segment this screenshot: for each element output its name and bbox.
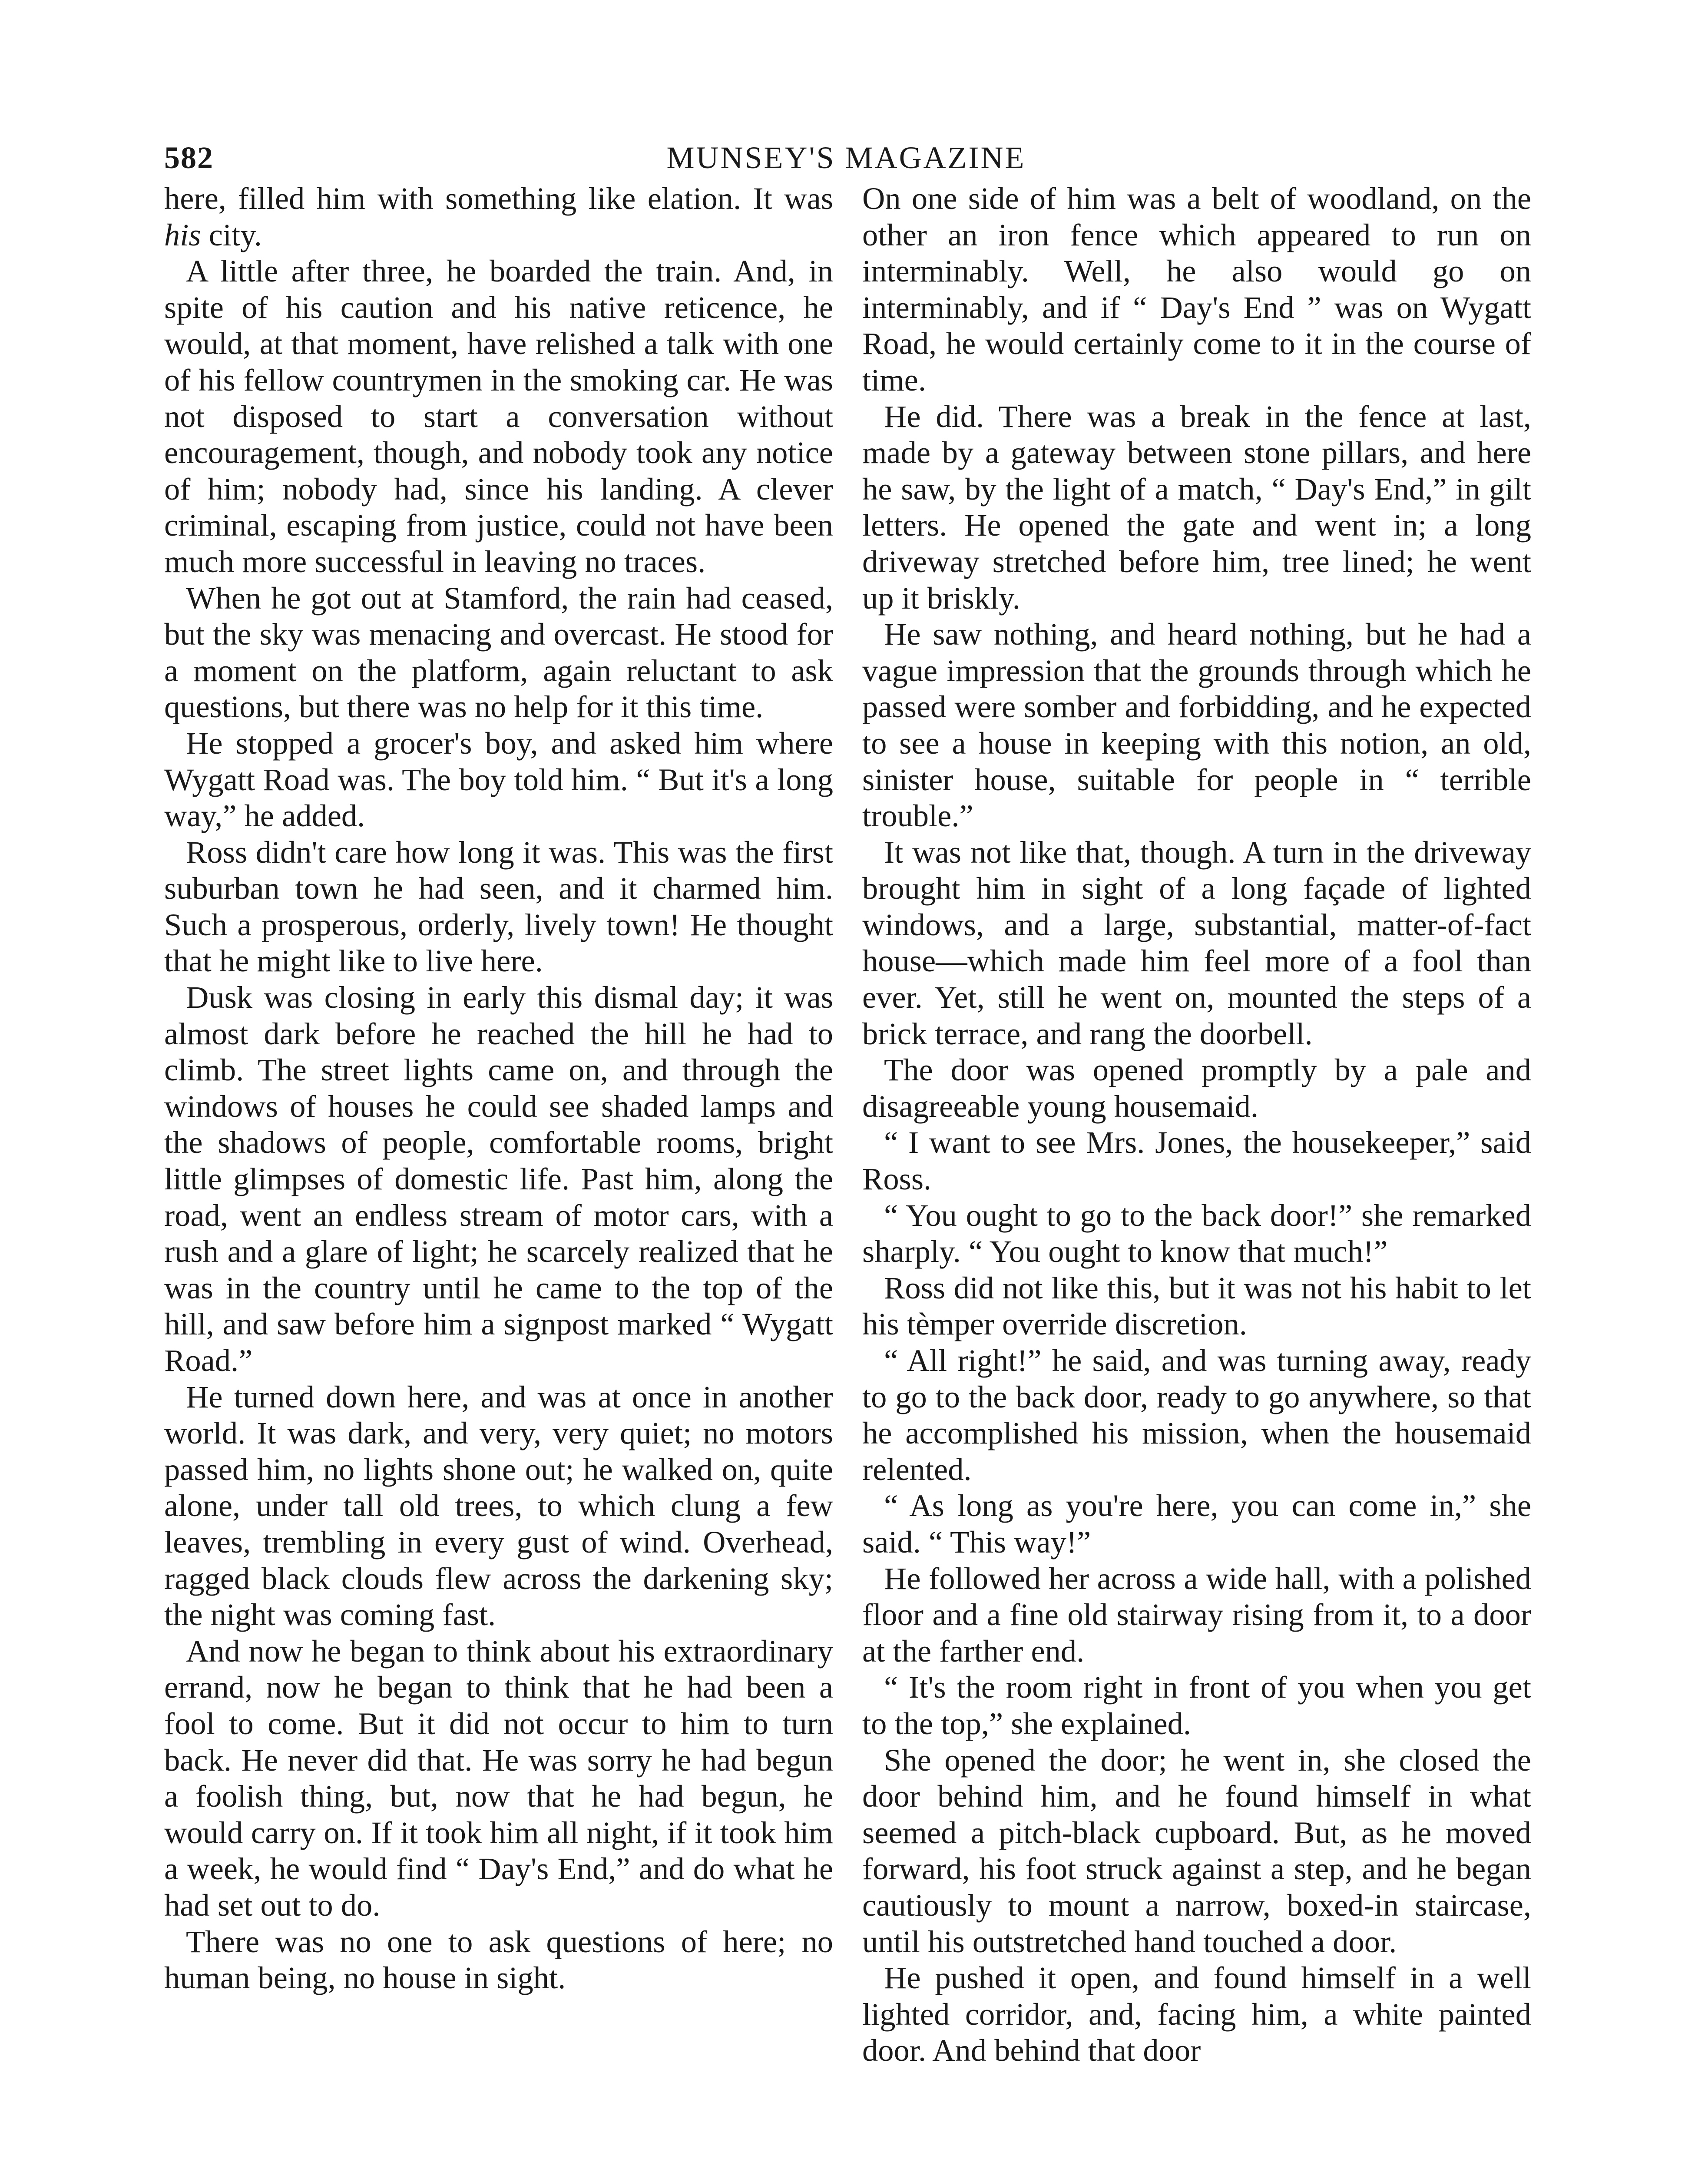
paragraph: He saw nothing, and heard nothing, but he had a vague impression that the grounds through which he passed were somber and forbidding, and he expected to see a house in keeping with this notion, an old, sinister house, suitable for people in “ terrible trouble.” xyxy=(862,616,1531,834)
paragraph: “ It's the room right in front of you when you get to the top,” she explained. xyxy=(862,1669,1531,1741)
paragraph: He stopped a grocer's boy, and asked him where Wygatt Road was. The boy told him. “ But it's a long way,” he added. xyxy=(164,725,833,834)
paragraph: When he got out at Stamford, the rain had ceased, but the sky was menacing and overcast. He stood for a moment on the platform, again reluctant to ask questions, but there was no help for it this time. xyxy=(164,580,833,725)
paragraph: The door was opened promptly by a pale and disagreeable young housemaid. xyxy=(862,1052,1531,1124)
paragraph: Dusk was closing in early this dismal day; it was almost dark before he reached the hill he had to climb. The street lights came on, and through the windows of houses he could see shaded lamps and the shadows of people, comfortable rooms, bright little glimpses of domestic life. Past him, along the road, went an endless stream of motor cars, with a rush and a glare of light; he scarcely realized that he was in the country until he came to the top of the hill, and saw before him a signpost marked “ Wygatt Road.” xyxy=(164,980,833,1378)
paragraph: He pushed it open, and found himself in a well lighted corridor, and, facing him, a white painted door. And behind that door xyxy=(862,1960,1531,2068)
paragraph: “ As long as you're here, you can come in,” she said. “ This way!” xyxy=(862,1488,1531,1559)
paragraph: “ I want to see Mrs. Jones, the housekeeper,” said Ross. xyxy=(862,1125,1531,1197)
paragraph: He followed her across a wide hall, with a polished floor and a fine old stairway rising from it, to a door at the farther end. xyxy=(862,1560,1531,1669)
paragraph: There was no one to ask questions of here; no human being, no house in sight. xyxy=(164,1924,833,1996)
paragraph xyxy=(164,180,833,253)
running-title: MUNSEY'S MAGAZINE xyxy=(666,140,1026,175)
paragraph: And now he began to think about his extraordinary errand, now he began to think that he had been a fool to come. But it did not occur to him to turn back. He never did that. He was sorry he had begun a foolish thing, but, now that he had begun, he would carry on. If it took him all night, if it took him a week, he would find “ Day's End,” and do what he had set out to do. xyxy=(164,1633,833,1923)
paragraph: Ross did not like this, but it was not his habit to let his tèmper override discretion. xyxy=(862,1270,1531,1342)
paragraph: “ You ought to go to the back door!” she remarked sharply. “ You ought to know that much!” xyxy=(862,1197,1531,1269)
paragraph: She opened the door; he went in, she closed the door behind him, and he found himself in what seemed a pitch-black cupboard. But, as he moved forward, his foot struck against a step, and he began cautiously to mount a narrow, boxed-in staircase, until his outstretched hand touched a door. xyxy=(862,1742,1531,1959)
paragraph: A little after three, he boarded the train. And, in spite of his caution and his native reticence, he would, at that moment, have relished a talk with one of his fellow countrymen in the smoking car. He was not disposed to start a conversation without encouragement, though, and nobody took any notice of him; nobody had, since his landing. A clever criminal, escaping from justice, could not have been much more successful in leaving no traces. xyxy=(164,253,833,579)
paragraph: It was not like that, though. A turn in the driveway brought him in sight of a long façade of lighted windows, and a large, substantial, matter-of-fact house—which made him feel more of a fool than ever. Yet, still he went on, mounted the steps of a brick terrace, and rang the doorbell. xyxy=(862,834,1531,1051)
paragraph-text: city. xyxy=(201,217,262,252)
right-column xyxy=(862,180,1531,2172)
paragraph: Ross didn't care how long it was. This was the first suburban town he had seen, and it charmed him. Such a prosperous, orderly, lively town! He thought that he might like to live here. xyxy=(164,834,833,979)
paragraph-text: here, filled him with something like elation. It was xyxy=(164,181,833,216)
paragraph: He turned down here, and was at once in another world. It was dark, and very, very quiet; no motors passed him, no lights shone out; he walked on, quite alone, under tall old trees, to which clung a few leaves, trembling in every gust of wind. Overhead, ragged black clouds flew across the darkening sky; the night was coming fast. xyxy=(164,1379,833,1632)
paragraph: On one side of him was a belt of woodland, on the other an iron fence which appeared to run on interminably. Well, he also would go on interminably, and if “ Day's End ” was on Wygatt Road, he would certainly come to it in the course of time. xyxy=(862,181,1531,397)
page-number: 582 xyxy=(164,140,214,175)
paragraph: He did. There was a break in the fence at last, made by a gateway between stone pillars, and here he saw, by the light of a match, “ Day's End,” in gilt letters. He opened the gate and went in; a long driveway stretched before him, tree lined; he went up it briskly. xyxy=(862,398,1531,616)
emphasis-text: his xyxy=(164,217,201,252)
left-column xyxy=(164,180,833,2172)
paragraph: “ All right!” he said, and was turning away, ready to go to the back door, ready to go anywhere, so that he accomplished his mission, when the housemaid relented. xyxy=(862,1343,1531,1487)
